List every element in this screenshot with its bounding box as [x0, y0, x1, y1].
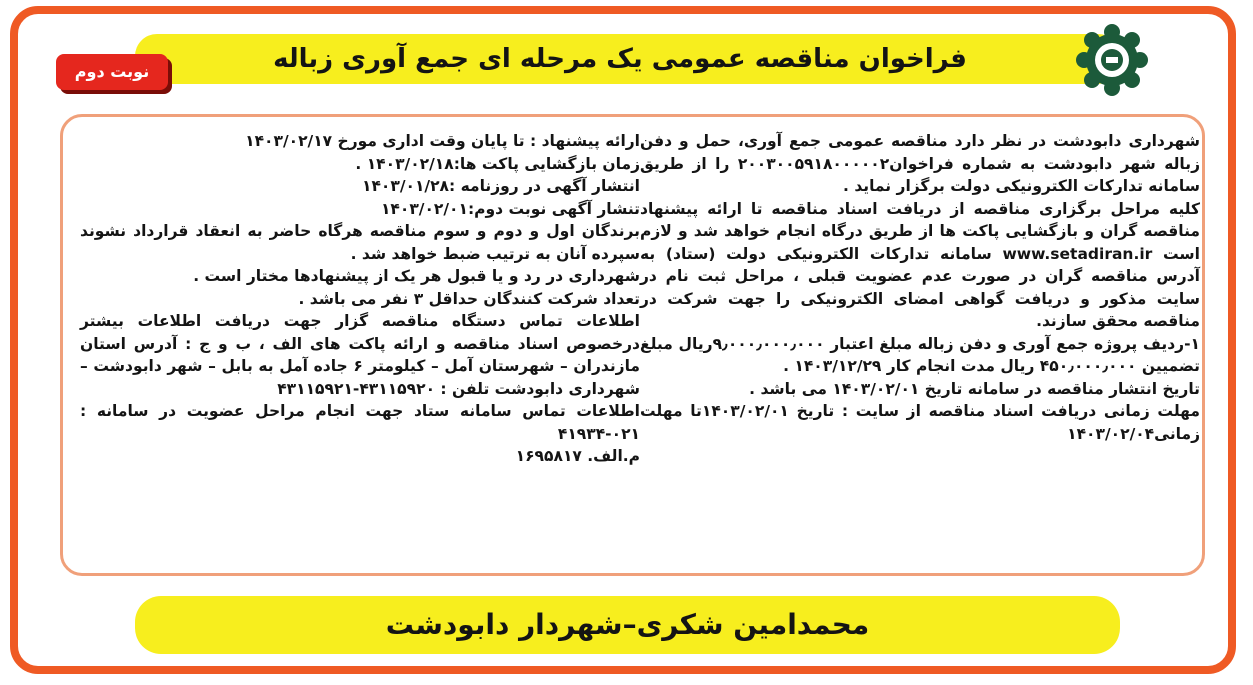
paragraph: اطلاعات تماس سامانه ستاد جهت انجام مراحل عضویت در سامانه : ۰۲۱-۴۱۹۳۴: [80, 402, 640, 443]
notice-left-column: [80, 130, 640, 468]
paragraph: شهرداری در رد و یا قبول هر یک از پیشنهادها مختار است .: [193, 267, 640, 285]
paragraph: تعداد شرکت کنندگان حداقل ۳ نفر می باشد .: [298, 289, 640, 308]
notice-right-column: [640, 130, 1200, 445]
paragraph: برندگان اول و دوم و سوم مناقصه هرگاه حاضر به انعقاد قرارداد نشوند سپرده آنان به ترتیب ضبط خواهد شد .: [80, 222, 640, 263]
page-title: فراخوان مناقصه عمومی یک مرحله ای جمع آوری زباله: [273, 44, 967, 74]
paragraph: ارائه پیشنهاد : تا پایان وقت اداری مورخ ۱۴۰۳/۰۲/۱۷: [245, 132, 640, 150]
mayor-signature: محمدامین شکری–شهردار دابودشت: [385, 608, 870, 641]
paragraph: ۱-ردیف پروژه جمع آوری و دفن زباله مبلغ اعتبار ۹٫۰۰۰٫۰۰۰٫۰۰۰ریال مبلغ تضمیین ۴۵۰٫۰۰۰٫۰۰۰ ریال مدت انجام کار ۱۴۰۳/۱۲/۲۹ .: [640, 334, 1200, 375]
paragraph: اطلاعات تماس دستگاه مناقصه گزار جهت دریافت اطلاعات بیشتر درخصوص اسناد مناقصه و ارائه پاکت های الف ، ب و ج : آدرس استان مازندران – شهرستان آمل – کیلومتر ۶ جاده آمل به بابل – شهر دابودشت –شهرداری دابودشت تلفن : ۴۳۱۱۵۹۲۰-۴۳۱۱۵۹۲۱: [80, 312, 640, 398]
paragraph: [640, 198, 1200, 333]
paragraph-text: سامانه تدارکات الکترونیکی دولت (ستاد) به آدرس مناقصه گران در صورت عدم عضویت قبلی ، مراحل ثبت نام در سایت مذکور و دریافت گواهی امضای الکترونیکی را جهت شرکت در مناقصه محقق سازند.: [640, 244, 1200, 330]
paragraph: شهرداری دابودشت در نظر دارد مناقصه عمومی جمع آوری، حمل و دفن زباله شهر دابودشت به شماره فراخوان۲۰۰۳۰۰۵۹۱۸۰۰۰۰۰۲ را از طریق سامانه تدارکات الکترونیکی دولت برگزار نماید .: [640, 132, 1200, 195]
second-publication-badge: نوبت دوم: [56, 54, 168, 90]
website-link[interactable]: www.setadiran.ir: [1002, 244, 1153, 263]
paragraph: تاریخ انتشار مناقصه در سامانه تاریخ ۱۴۰۳/۰۲/۰۱ می باشد .: [749, 379, 1200, 398]
paragraph: تنشار آگهی نوبت دوم:۱۴۰۳/۰۲/۰۱: [380, 199, 640, 218]
paragraph-text: کلیه مراحل برگزاری مناقصه از دریافت اسناد مناقصه تا ارائه پیشنهاد مناقصه گران و بازگشایی پاکت ها از طریق درگاه انجام خواهد شد و لازم است: [640, 199, 1200, 263]
paragraph: انتشار آگهی در روزنامه :۱۴۰۳/۰۱/۲۸: [361, 177, 640, 195]
paragraph: م.الف. ۱۶۹۵۸۱۷: [515, 447, 640, 465]
municipality-logo-icon: [1076, 24, 1148, 96]
paragraph: مهلت زمانی دریافت اسناد مناقصه از سایت : تاریخ ۱۴۰۳/۰۲/۰۱تا مهلت زمانی۱۴۰۳/۰۲/۰۴: [640, 402, 1200, 443]
paragraph: زمان بازگشایی پاکت ها:۱۴۰۳/۰۲/۱۸ .: [355, 154, 640, 173]
